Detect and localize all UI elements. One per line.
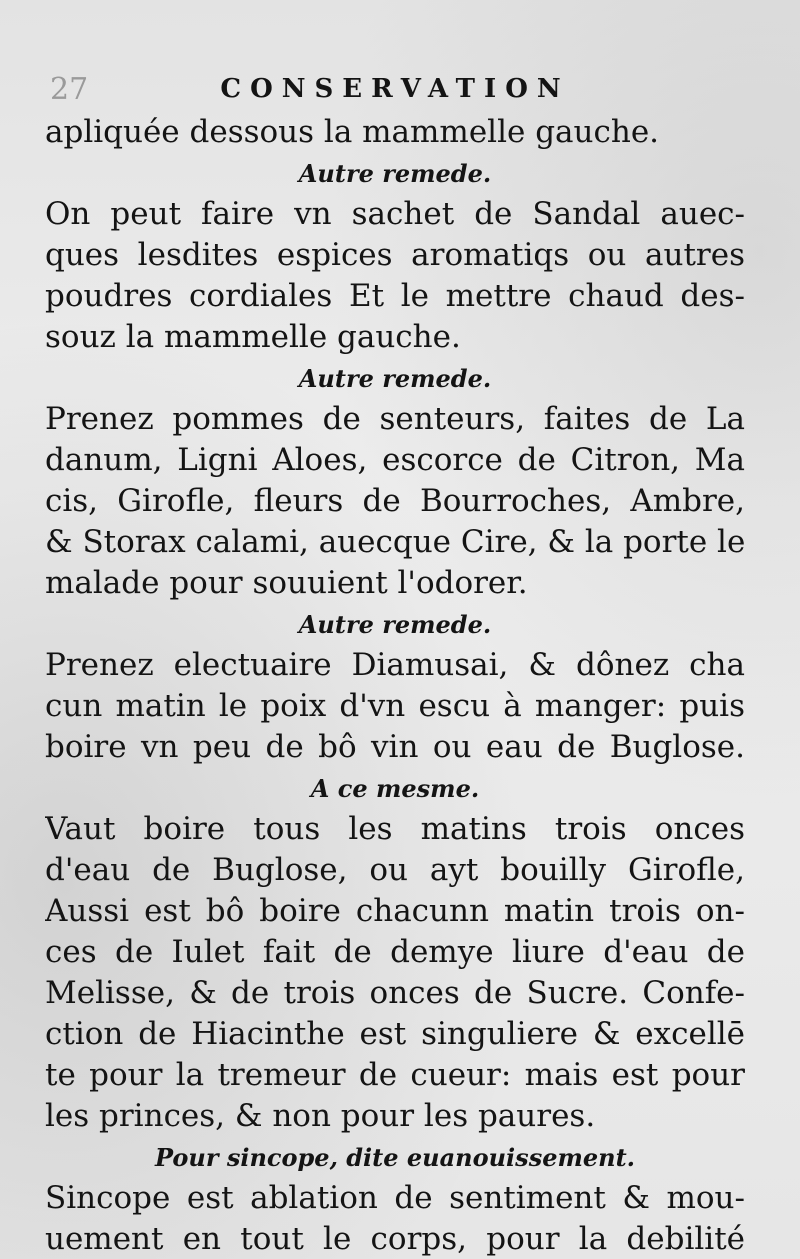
text-line: ques lesdites espices aromatiqs ou autres [45,237,745,273]
text-line: souz la mammelle gauche. [45,319,461,355]
text-line: poudres cordiales Et le mettre chaud des- [45,278,745,314]
text-line: cis, Girofle, fleurs de Bourroches, Ambre, [45,483,745,519]
text-line: d'eau de Buglose, ou ayt bouilly Girofle, [45,852,745,888]
text-line: Vaut boire tous les matins trois onces [45,811,745,847]
section-heading: Autre remede. [298,159,492,188]
text-line: cun matin le poix d'vn escu à manger: puis [45,688,745,724]
page-header [0,70,800,110]
text-line: ces de Iulet fait de demye liure d'eau de [45,934,745,970]
page-number: 27 [50,72,89,107]
section-heading: Pour sincope, dite euanouissement. [154,1143,636,1172]
text-line: Aussi est bô boire chacunn matin trois on- [45,893,745,929]
running-head: CONSERVATION [220,74,570,104]
text-line: boire vn peu de bô vin ou eau de Buglose. [45,729,745,765]
text-line: Sincope est ablation de sentiment & mou- [45,1180,745,1216]
text-line: les princes, & non pour les paures. [45,1098,596,1134]
text-line: Melisse, & de trois onces de Sucre. Confe- [45,975,745,1011]
section-heading: Autre remede. [298,610,492,639]
text-line: apliquée dessous la mammelle gauche. [45,114,660,150]
section-heading: A ce mesme. [310,774,480,803]
section-heading: Autre remede. [298,364,492,393]
text-line: uement en tout le corps, pour la debilité [45,1221,745,1257]
text-line: On peut faire vn sachet de Sandal auec- [45,196,745,232]
text-line: Prenez pommes de senteurs, faites de La [45,401,745,437]
text-block [45,112,745,1259]
text-line: & Storax calami, auecque Cire, & la porte le [45,524,745,560]
text-line: danum, Ligni Aloes, escorce de Citron, Ma [45,442,745,478]
text-line: te pour la tremeur de cueur: mais est pour [45,1057,745,1093]
text-line: ction de Hiacinthe est singuliere & excellē [45,1016,745,1052]
text-line: malade pour souuient l'odorer. [45,565,528,601]
text-line: Prenez electuaire Diamusai, & dônez cha [45,647,745,683]
